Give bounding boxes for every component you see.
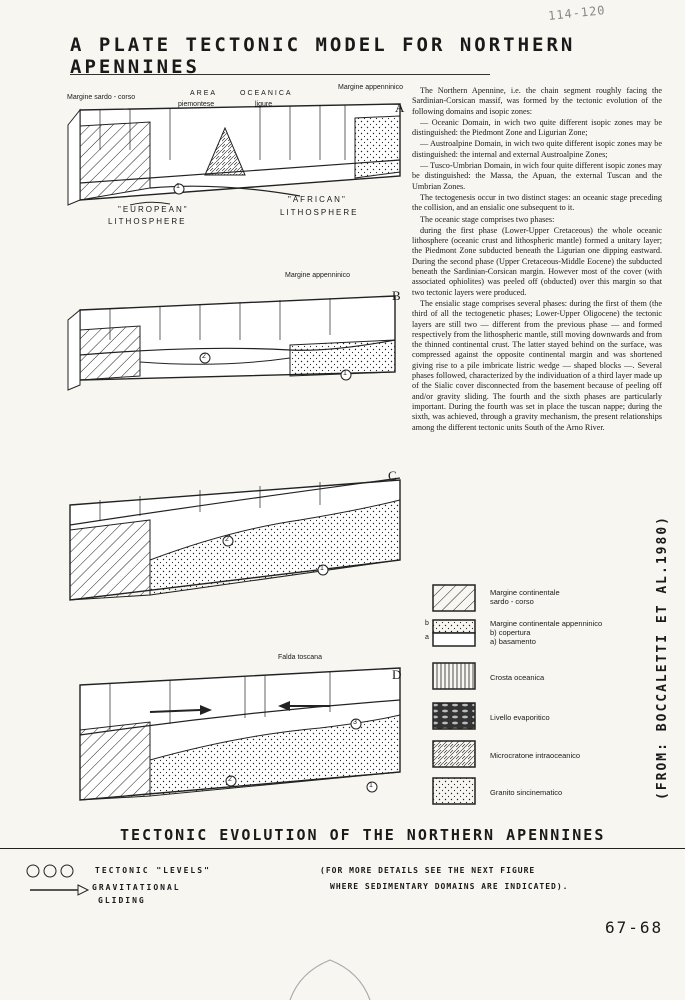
legend-label: a) basamento bbox=[490, 637, 536, 646]
label-lithosphere-left: LITHOSPHERE bbox=[108, 217, 187, 226]
bottom-title: TECTONIC EVOLUTION OF THE NORTHERN APENNINES bbox=[120, 826, 606, 844]
level-2-d: 2 bbox=[228, 776, 232, 783]
label-african: "AFRICAN" bbox=[288, 195, 347, 204]
legend-item-5: Microcratone intraoceanico bbox=[490, 751, 581, 760]
paragraph: — Tusco-Umbrian Domain, in wich four quite different isopic zones may be distinguished: the Massa, the Apuan, the external Tuscan and the Umbrian Zones. bbox=[412, 161, 662, 191]
label-margine-appenninico-b: Margine appenninico bbox=[285, 272, 350, 279]
diagram-letter-a: A bbox=[395, 100, 405, 115]
diagram-letter-b: B bbox=[392, 288, 401, 303]
legend-swatches bbox=[433, 585, 475, 804]
label-european: "EUROPEAN" bbox=[118, 205, 189, 214]
legend-label: Margine continentale bbox=[490, 588, 560, 597]
label-margine-appenninico-a: Margine appenninico bbox=[338, 84, 403, 91]
legend-b-mark: b bbox=[425, 620, 429, 627]
source-note: (FROM: BOCCALETTI ET AL.1980) bbox=[655, 515, 670, 800]
label-piemontese: piemontese bbox=[178, 101, 215, 108]
legend-item-3: Crosta oceanica bbox=[490, 673, 545, 682]
diagram-letter-d: D bbox=[392, 667, 402, 682]
level-2-b: 2 bbox=[202, 353, 206, 360]
legend-item-1 bbox=[490, 588, 560, 606]
level-1-c: 1 bbox=[320, 565, 324, 572]
level-1-d: 1 bbox=[369, 782, 373, 789]
legend-label: sardo - corso bbox=[490, 597, 534, 606]
level-1-b: 1 bbox=[343, 370, 347, 377]
label-lithosphere-right: LITHOSPHERE bbox=[280, 208, 359, 217]
reference-mark: 114-120 bbox=[547, 3, 607, 23]
levels-label: TECTONIC "LEVELS" bbox=[95, 866, 211, 875]
diagram-a bbox=[68, 104, 400, 205]
diagram-d bbox=[80, 668, 400, 800]
gliding-label-1: GRAVITATIONAL bbox=[92, 883, 181, 892]
paragraph: The oceanic stage comprises two phases: bbox=[420, 214, 555, 224]
level-1-a: 1 bbox=[176, 183, 180, 190]
paragraph: The ensialic stage comprises several phases: during the first of them (the third of all the tectogenetic phases; Lower-Upper Oligocene) the tectonic layers are still two — different from the previous phase — and formed respectively from the lithospheric mantle, still moving downwards and from the thinned continental crust. The latter stayed behind on the surface, was compressed against the opposite continental margin and was shortened giving rise to a pile imbricate listric wedge — shaped blocks —. Several phases followed, characterized by the individuation of a third layer made up of the Sialic cover disconnected from the basement because of peeling off and/or gravity sliding. The fourth and the sixth phases are particularly important. During the fourth was set in place the tuscan nappe; during the sixth, was achieved, through a gravity mechanism, the present relationships among the different tectonic units South of the Arno River. bbox=[412, 298, 662, 432]
diagram-letter-c: C bbox=[388, 468, 397, 483]
footer-icons bbox=[27, 865, 370, 1000]
label-area: AREA bbox=[190, 90, 218, 97]
paragraph: The Northern Apennine, i.e. the chain segment roughly facing the Sardinian-Corsican massif, was formed by the tectonic evolution of the following domains and isopic zones: bbox=[412, 86, 662, 116]
note-line-1: (FOR MORE DETAILS SEE THE NEXT FIGURE bbox=[320, 866, 536, 875]
paragraph: — Austroalpine Domain, in wich two quite different isopic zones may be distinguished: the internal and external Austroalpine Zones; bbox=[412, 139, 662, 159]
page-number: 67-68 bbox=[605, 918, 664, 937]
label-oceanica: OCEANICA bbox=[240, 90, 293, 97]
paragraph: during the first phase (Lower-Upper Cretaceous) the whole oceanic lithosphere (oceanic crust and lithospheric mantle) formed a unitary layer; the Piedmont Zone subducted beneath the Ligurian one dipping eastward. During the second phase (Upper Cretaceous-Middle Eocene) the subducted beneath the Sardinian-Corsican margin. However most of the cover (with associated ophiolites) was peeled off (obducted) over this margin so that two tectonic layers were produced. bbox=[412, 225, 662, 297]
level-3-d: 3 bbox=[353, 719, 357, 726]
legend-label: Margine continentale appenninico bbox=[490, 619, 603, 628]
paragraph: The tectogenesis occur in two distinct stages: an oceanic stage preceding the collision, and an ensialic one subsequent to it. bbox=[412, 192, 662, 213]
paragraph: — Oceanic Domain, in wich two quite different isopic zones may be distinguished: the Piedmont Zone and Ligurian Zone; bbox=[412, 117, 662, 138]
legend-item-2 bbox=[490, 619, 602, 646]
level-2-c: 2 bbox=[225, 536, 229, 543]
note-line-2: WHERE SEDIMENTARY DOMAINS ARE INDICATED). bbox=[330, 882, 569, 891]
legend-label: b) copertura bbox=[490, 628, 531, 637]
legend-item-6: Granito sincinematico bbox=[490, 788, 563, 797]
gliding-label-2: GLIDING bbox=[98, 896, 146, 905]
label-margine-sardo: Margine sardo - corso bbox=[67, 94, 136, 101]
divider bbox=[0, 848, 685, 849]
label-falda-toscana: Falda toscana bbox=[278, 654, 322, 661]
page-title: A PLATE TECTONIC MODEL FOR NORTHERN APENNINES bbox=[70, 34, 576, 78]
legend-a-mark: a bbox=[425, 634, 429, 641]
description-text bbox=[412, 86, 662, 434]
label-ligure: ligure bbox=[255, 101, 273, 108]
legend-item-4: Livello evaporitico bbox=[490, 713, 550, 722]
diagram-c bbox=[70, 478, 400, 600]
